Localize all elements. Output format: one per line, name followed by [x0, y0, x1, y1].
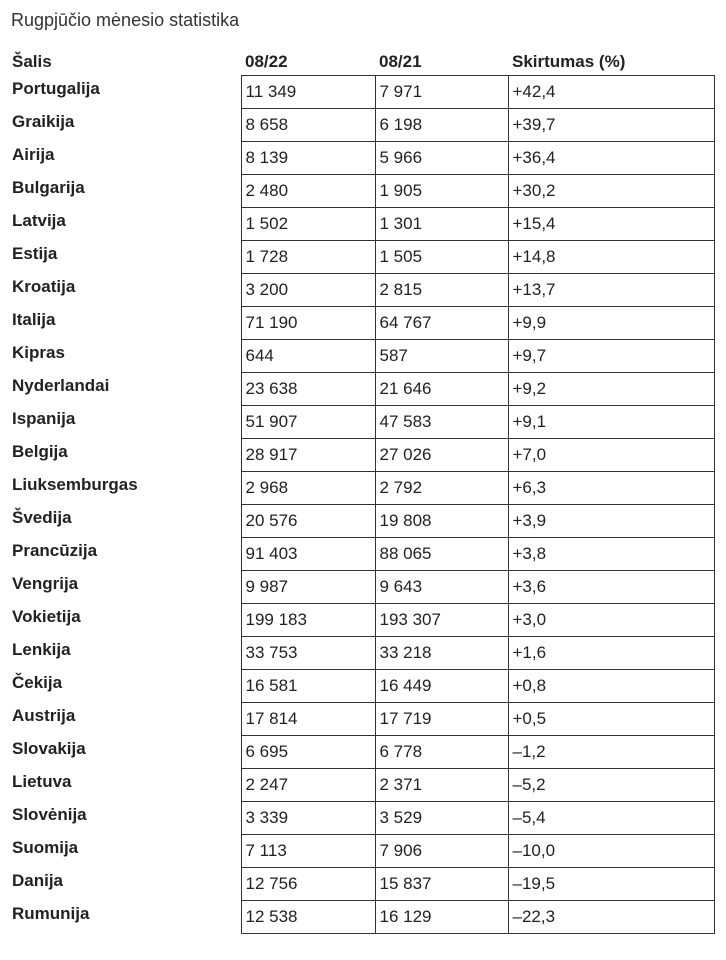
aug22-cell: 3 339: [241, 802, 375, 835]
table-body: [9, 76, 714, 934]
country-cell: Lenkija: [12, 639, 71, 659]
difference-cell: –1,2: [508, 736, 714, 769]
difference-cell: +30,2: [508, 175, 714, 208]
aug21-cell: 1 505: [375, 241, 508, 274]
page-title: Rugpjūčio mėnesio statistika: [11, 10, 240, 30]
country-cell: Slovėnija: [12, 804, 87, 824]
aug21-cell: 5 966: [375, 142, 508, 175]
table-row: [9, 472, 714, 505]
difference-cell: +15,4: [508, 208, 714, 241]
table-row: [9, 736, 714, 769]
difference-cell: +6,3: [508, 472, 714, 505]
table-row: [9, 208, 714, 241]
country-cell: Airija: [12, 144, 55, 164]
country-cell: Švedija: [12, 507, 72, 527]
aug21-cell: 33 218: [375, 637, 508, 670]
aug22-cell: 20 576: [241, 505, 375, 538]
aug21-cell: 47 583: [375, 406, 508, 439]
aug22-cell: 16 581: [241, 670, 375, 703]
aug22-cell: 12 538: [241, 901, 375, 934]
country-cell: Suomija: [12, 837, 79, 857]
table-row: [9, 76, 714, 109]
country-cell: Kipras: [12, 342, 65, 362]
difference-cell: +9,1: [508, 406, 714, 439]
table-row: [9, 703, 714, 736]
aug21-cell: 16 449: [375, 670, 508, 703]
table-row: [9, 901, 714, 934]
country-cell: Slovakija: [12, 738, 86, 758]
country-cell: Ispanija: [12, 408, 76, 428]
table-row: [9, 340, 714, 373]
table-row: [9, 571, 714, 604]
aug21-cell: 6 198: [375, 109, 508, 142]
country-cell: Portugalija: [12, 78, 100, 98]
country-cell: Kroatija: [12, 276, 76, 296]
table-row: [9, 142, 714, 175]
country-cell: Italija: [12, 309, 56, 329]
aug22-cell: 2 968: [241, 472, 375, 505]
aug22-cell: 51 907: [241, 406, 375, 439]
aug22-cell: 28 917: [241, 439, 375, 472]
aug22-cell: 12 756: [241, 868, 375, 901]
table-row: [9, 769, 714, 802]
country-cell: Graikija: [12, 111, 75, 131]
country-cell: Vengrija: [12, 573, 79, 593]
table-row: [9, 109, 714, 142]
difference-cell: +42,4: [508, 76, 714, 109]
difference-cell: +39,7: [508, 109, 714, 142]
country-cell: Rumunija: [12, 903, 90, 923]
aug22-cell: 199 183: [241, 604, 375, 637]
aug21-cell: 3 529: [375, 802, 508, 835]
table-row: [9, 835, 714, 868]
aug21-cell: 6 778: [375, 736, 508, 769]
aug21-cell: 2 371: [375, 769, 508, 802]
table-row: [9, 538, 714, 571]
header-row: [9, 49, 714, 76]
aug21-cell: 16 129: [375, 901, 508, 934]
column-header-aug21: 08/21: [379, 52, 422, 71]
table-row: [9, 175, 714, 208]
difference-cell: +3,9: [508, 505, 714, 538]
aug21-cell: 64 767: [375, 307, 508, 340]
difference-cell: –22,3: [508, 901, 714, 934]
country-cell: Lietuva: [12, 771, 72, 791]
aug22-cell: 7 113: [241, 835, 375, 868]
aug22-cell: 1 728: [241, 241, 375, 274]
aug22-cell: 8 139: [241, 142, 375, 175]
aug21-cell: 1 905: [375, 175, 508, 208]
aug21-cell: 587: [375, 340, 508, 373]
aug21-cell: 7 906: [375, 835, 508, 868]
difference-cell: +3,0: [508, 604, 714, 637]
column-header-aug22: 08/22: [245, 52, 288, 71]
difference-cell: +3,8: [508, 538, 714, 571]
difference-cell: +36,4: [508, 142, 714, 175]
difference-cell: +0,5: [508, 703, 714, 736]
difference-cell: –19,5: [508, 868, 714, 901]
difference-cell: –10,0: [508, 835, 714, 868]
aug22-cell: 644: [241, 340, 375, 373]
aug21-cell: 2 815: [375, 274, 508, 307]
aug21-cell: 1 301: [375, 208, 508, 241]
difference-cell: +14,8: [508, 241, 714, 274]
table-row: [9, 637, 714, 670]
table-header: [9, 49, 714, 76]
difference-cell: +0,8: [508, 670, 714, 703]
aug21-cell: 193 307: [375, 604, 508, 637]
difference-cell: +13,7: [508, 274, 714, 307]
difference-cell: –5,4: [508, 802, 714, 835]
aug22-cell: 23 638: [241, 373, 375, 406]
aug21-cell: 17 719: [375, 703, 508, 736]
aug22-cell: 2 247: [241, 769, 375, 802]
table-row: [9, 406, 714, 439]
aug22-cell: 2 480: [241, 175, 375, 208]
country-cell: Austrija: [12, 705, 76, 725]
country-cell: Čekija: [12, 672, 63, 692]
difference-cell: +9,2: [508, 373, 714, 406]
country-cell: Vokietija: [12, 606, 81, 626]
aug22-cell: 91 403: [241, 538, 375, 571]
statistics-table: [9, 49, 715, 934]
aug21-cell: 2 792: [375, 472, 508, 505]
country-cell: Danija: [12, 870, 64, 890]
country-cell: Belgija: [12, 441, 68, 461]
aug22-cell: 8 658: [241, 109, 375, 142]
aug22-cell: 6 695: [241, 736, 375, 769]
country-cell: Nyderlandai: [12, 375, 110, 395]
aug21-cell: 9 643: [375, 571, 508, 604]
aug21-cell: 15 837: [375, 868, 508, 901]
table-row: [9, 241, 714, 274]
table-row: [9, 868, 714, 901]
table-row: [9, 307, 714, 340]
difference-cell: –5,2: [508, 769, 714, 802]
aug22-cell: 71 190: [241, 307, 375, 340]
column-header-country: Šalis: [12, 52, 52, 72]
table-row: [9, 604, 714, 637]
country-cell: Prancūzija: [12, 540, 98, 560]
table-row: [9, 274, 714, 307]
aug22-cell: 1 502: [241, 208, 375, 241]
aug22-cell: 3 200: [241, 274, 375, 307]
aug22-cell: 9 987: [241, 571, 375, 604]
table-row: [9, 670, 714, 703]
difference-cell: +9,7: [508, 340, 714, 373]
aug22-cell: 11 349: [241, 76, 375, 109]
country-cell: Liuksemburgas: [12, 474, 138, 494]
aug22-cell: 33 753: [241, 637, 375, 670]
aug21-cell: 19 808: [375, 505, 508, 538]
table-row: [9, 373, 714, 406]
table-row: [9, 505, 714, 538]
table-row: [9, 802, 714, 835]
aug21-cell: 21 646: [375, 373, 508, 406]
aug21-cell: 7 971: [375, 76, 508, 109]
country-cell: Estija: [12, 243, 58, 263]
country-cell: Bulgarija: [12, 177, 85, 197]
column-header-difference: Skirtumas (%): [512, 52, 626, 71]
country-cell: Latvija: [12, 210, 66, 230]
difference-cell: +1,6: [508, 637, 714, 670]
aug21-cell: 27 026: [375, 439, 508, 472]
difference-cell: +9,9: [508, 307, 714, 340]
aug22-cell: 17 814: [241, 703, 375, 736]
aug21-cell: 88 065: [375, 538, 508, 571]
difference-cell: +7,0: [508, 439, 714, 472]
table-row: [9, 439, 714, 472]
difference-cell: +3,6: [508, 571, 714, 604]
